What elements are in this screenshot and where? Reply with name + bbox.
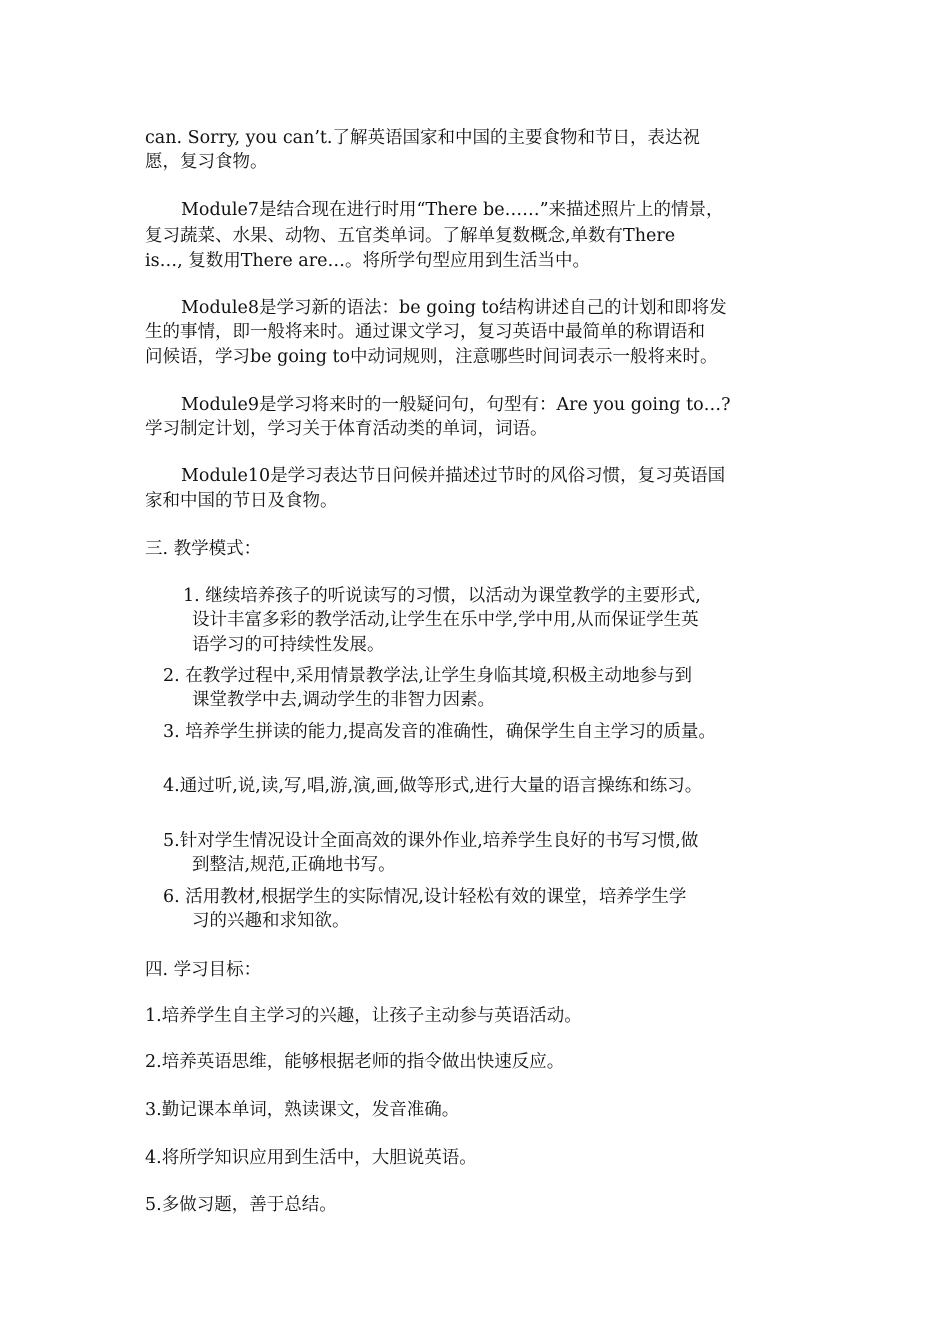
module7-line-3: is…, 复数用There are…。将所学句型应用到生活当中。 [145,251,590,271]
section4-item-5: 5.多做习题，善于总结。 [145,1195,337,1215]
section3-item2-line-1: 2. 在教学过程中,采用情景教学法,让学生身临其境,积极主动地参与到 [163,666,692,686]
section3-item1-line-2: 设计丰富多彩的教学活动,让学生在乐中学,学中用,从而保证学生英 [192,610,699,630]
section3-item1-line-3: 语学习的可持续性发展。 [192,635,385,655]
module8-line-1: Module8是学习新的语法：be going to结构讲述自己的计划和即将发 [181,298,727,318]
module8-line-3: 问候语，学习be going to中动词规则，注意哪些时间词表示一般将来时。 [145,347,718,367]
section3-item5-line-2: 到整洁,规范,正确地书写。 [192,855,396,875]
section3-heading: 三. 教学模式： [145,539,262,559]
section3-item5-line-1: 5.针对学生情况设计全面高效的课外作业,培养学生良好的书写习惯,做 [163,831,699,851]
section3-item1-line-1: 1. 继续培养孩子的听说读写的习惯，以活动为课堂教学的主要形式, [183,586,701,606]
module9-line-2: 学习制定计划，学习关于体育活动类的单词，词语。 [145,419,548,439]
section4-item-2: 2.培养英语思维，能够根据老师的指令做出快速反应。 [145,1052,565,1072]
section4-item-3: 3.勤记课本单词，熟读课文，发音准确。 [145,1100,460,1120]
module8-line-2: 生的事情，即一般将来时。通过课文学习，复习英语中最简单的称谓语和 [145,322,705,342]
section4-item-4: 4.将所学知识应用到生活中，大胆说英语。 [145,1148,477,1168]
intro-line-2: 愿，复习食物。 [145,152,268,172]
intro-line-1: can. Sorry, you can’t.了解英语国家和中国的主要食物和节日，表达祝 [145,128,700,148]
module10-line-1: Module10是学习表达节日问候并描述过节时的风俗习惯，复习英语国 [181,466,726,486]
module9-line-1: Module9是学习将来时的一般疑问句，句型有：Are you going to…? [181,395,731,415]
section4-item-1: 1.培养学生自主学习的兴趣，让孩子主动参与英语活动。 [145,1006,582,1026]
section3-item4-line-1: 4.通过听,说,读,写,唱,游,演,画,做等形式,进行大量的语言操练和练习。 [163,776,703,796]
section3-item6-line-1: 6. 活用教材,根据学生的实际情况,设计轻松有效的课堂，培养学生学 [163,887,687,907]
module10-line-2: 家和中国的节日及食物。 [145,491,338,511]
module7-line-2: 复习蔬菜、水果、动物、五官类单词。了解单复数概念,单数有There [145,226,676,246]
section3-item2-line-2: 课堂教学中去,调动学生的非智力因素。 [192,690,496,710]
module7-line-1: Module7是结合现在进行时用“There be……”来描述照片上的情景， [181,200,724,220]
section4-heading: 四. 学习目标： [145,960,262,980]
section3-item3-line-1: 3. 培养学生拼读的能力,提高发音的准确性，确保学生自主学习的质量。 [163,722,716,742]
section3-item6-line-2: 习的兴趣和求知欲。 [192,911,350,931]
